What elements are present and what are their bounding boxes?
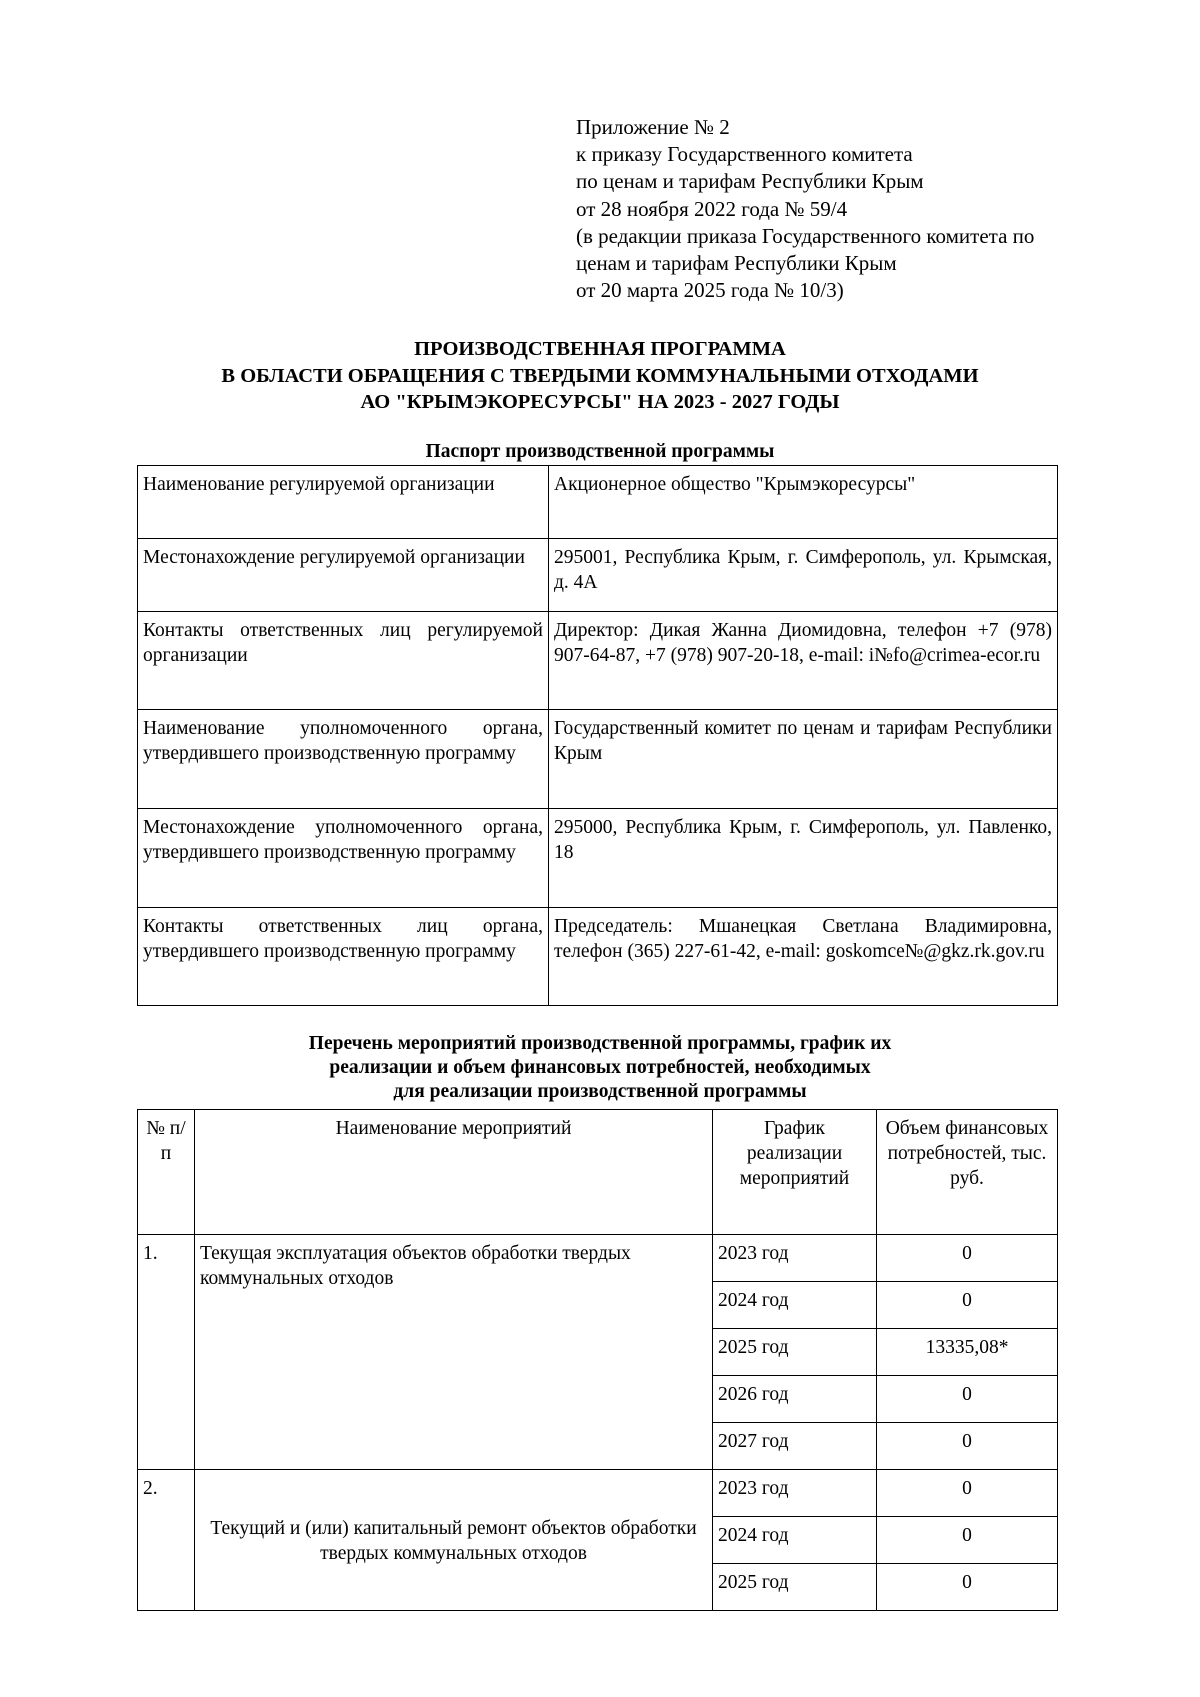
appendix-header bbox=[576, 114, 1034, 304]
table-row bbox=[138, 908, 1058, 1006]
title-line: АО "КРЫМЭКОРЕСУРСЫ" НА 2023 - 2027 ГОДЫ bbox=[360, 391, 840, 413]
table-row bbox=[138, 809, 1058, 908]
item-name: Текущая эксплуатация объектов обработки твердых коммунальных отходов bbox=[195, 1235, 713, 1470]
item-year: 2023 год bbox=[713, 1235, 877, 1282]
passport-value: Директор: Дикая Жанна Диомидовна, телефон +7 (978) 907-64-87, +7 (978) 907-20-18, e-mail: i№fo@crimea-ecor.ru bbox=[549, 612, 1058, 710]
document-title bbox=[130, 336, 1070, 416]
passport-label: Наименование регулируемой организации bbox=[138, 466, 549, 539]
header-num: № п/п bbox=[138, 1110, 195, 1235]
passport-caption: Паспорт производственной программы bbox=[425, 441, 775, 462]
table-header-row bbox=[138, 1110, 1058, 1235]
item-number: 1. bbox=[138, 1235, 195, 1470]
item-value: 13335,08* bbox=[877, 1329, 1058, 1376]
passport-label: Местонахождение регулируемой организации bbox=[138, 539, 549, 612]
item-value: 0 bbox=[877, 1564, 1058, 1611]
table-row bbox=[138, 1235, 1058, 1282]
header-finance: Объем финансовых потребностей, тыс. руб. bbox=[877, 1110, 1058, 1235]
passport-value: Государственный комитет по ценам и тарифам Республики Крым bbox=[549, 710, 1058, 809]
title-line: В ОБЛАСТИ ОБРАЩЕНИЯ С ТВЕРДЫМИ КОММУНАЛЬНЫМИ ОТХОДАМИ bbox=[221, 364, 979, 387]
table-row bbox=[138, 710, 1058, 809]
appendix-line: Приложение № 2 bbox=[576, 115, 730, 139]
table-row bbox=[138, 612, 1058, 710]
appendix-line: к приказу Государственного комитета bbox=[576, 142, 913, 167]
passport-value: 295000, Республика Крым, г. Симферополь, ул. Павленко, 18 bbox=[549, 809, 1058, 908]
item-year: 2026 год bbox=[713, 1376, 877, 1423]
caption-line: Перечень мероприятий производственной программы, график их bbox=[308, 1033, 892, 1054]
item-value: 0 bbox=[877, 1235, 1058, 1282]
item-year: 2025 год bbox=[713, 1564, 877, 1611]
passport-label: Контакты ответственных лиц органа, утвердившего производственную программу bbox=[138, 908, 549, 1006]
item-name: Текущий и (или) капитальный ремонт объектов обработки твердых коммунальных отходов bbox=[195, 1470, 713, 1611]
item-value: 0 bbox=[877, 1423, 1058, 1470]
header-schedule: График реализации мероприятий bbox=[713, 1110, 877, 1235]
item-value: 0 bbox=[877, 1470, 1058, 1517]
appendix-line: ценам и тарифам Республики Крым bbox=[576, 251, 897, 276]
header-name: Наименование мероприятий bbox=[195, 1110, 713, 1235]
caption-line: для реализации производственной программы bbox=[393, 1081, 807, 1102]
passport-value: Акционерное общество "Крымэкоресурсы" bbox=[549, 466, 1058, 539]
table-row bbox=[138, 539, 1058, 612]
appendix-line: (в редакции приказа Государственного комитета по bbox=[576, 223, 1035, 248]
passport-label: Наименование уполномоченного органа, утвердившего производственную программу bbox=[138, 710, 549, 809]
passport-value: Председатель: Мшанецкая Светлана Владимировна, телефон (365) 227-61-42, e-mail: goskomce№@gkz.rk.gov.ru bbox=[549, 908, 1058, 1006]
table-row bbox=[138, 1470, 1058, 1517]
item-year: 2024 год bbox=[713, 1517, 877, 1564]
item-year: 2025 год bbox=[713, 1329, 877, 1376]
item-value: 0 bbox=[877, 1282, 1058, 1329]
title-line: ПРОИЗВОДСТВЕННАЯ ПРОГРАММА bbox=[414, 338, 786, 360]
passport-value: 295001, Республика Крым, г. Симферополь, ул. Крымская, д. 4А bbox=[549, 539, 1058, 612]
item-value: 0 bbox=[877, 1517, 1058, 1564]
item-year: 2024 год bbox=[713, 1282, 877, 1329]
item-value: 0 bbox=[877, 1376, 1058, 1423]
item-number: 2. bbox=[138, 1470, 195, 1611]
appendix-line: по ценам и тарифам Республики Крым bbox=[576, 169, 924, 194]
passport-label: Контакты ответственных лиц регулируемой организации bbox=[138, 612, 549, 710]
passport-table bbox=[137, 465, 1058, 1006]
appendix-line: от 28 ноября 2022 года № 59/4 bbox=[576, 196, 848, 221]
passport-label: Местонахождение уполномоченного органа, утвердившего производственную программу bbox=[138, 809, 549, 908]
item-year: 2027 год bbox=[713, 1423, 877, 1470]
table-row bbox=[138, 466, 1058, 539]
appendix-line: от 20 марта 2025 года № 10/3) bbox=[576, 278, 844, 303]
measures-table bbox=[137, 1109, 1058, 1611]
measures-caption bbox=[130, 1032, 1070, 1104]
item-year: 2023 год bbox=[713, 1470, 877, 1517]
caption-line: реализации и объем финансовых потребностей, необходимых bbox=[329, 1057, 871, 1078]
